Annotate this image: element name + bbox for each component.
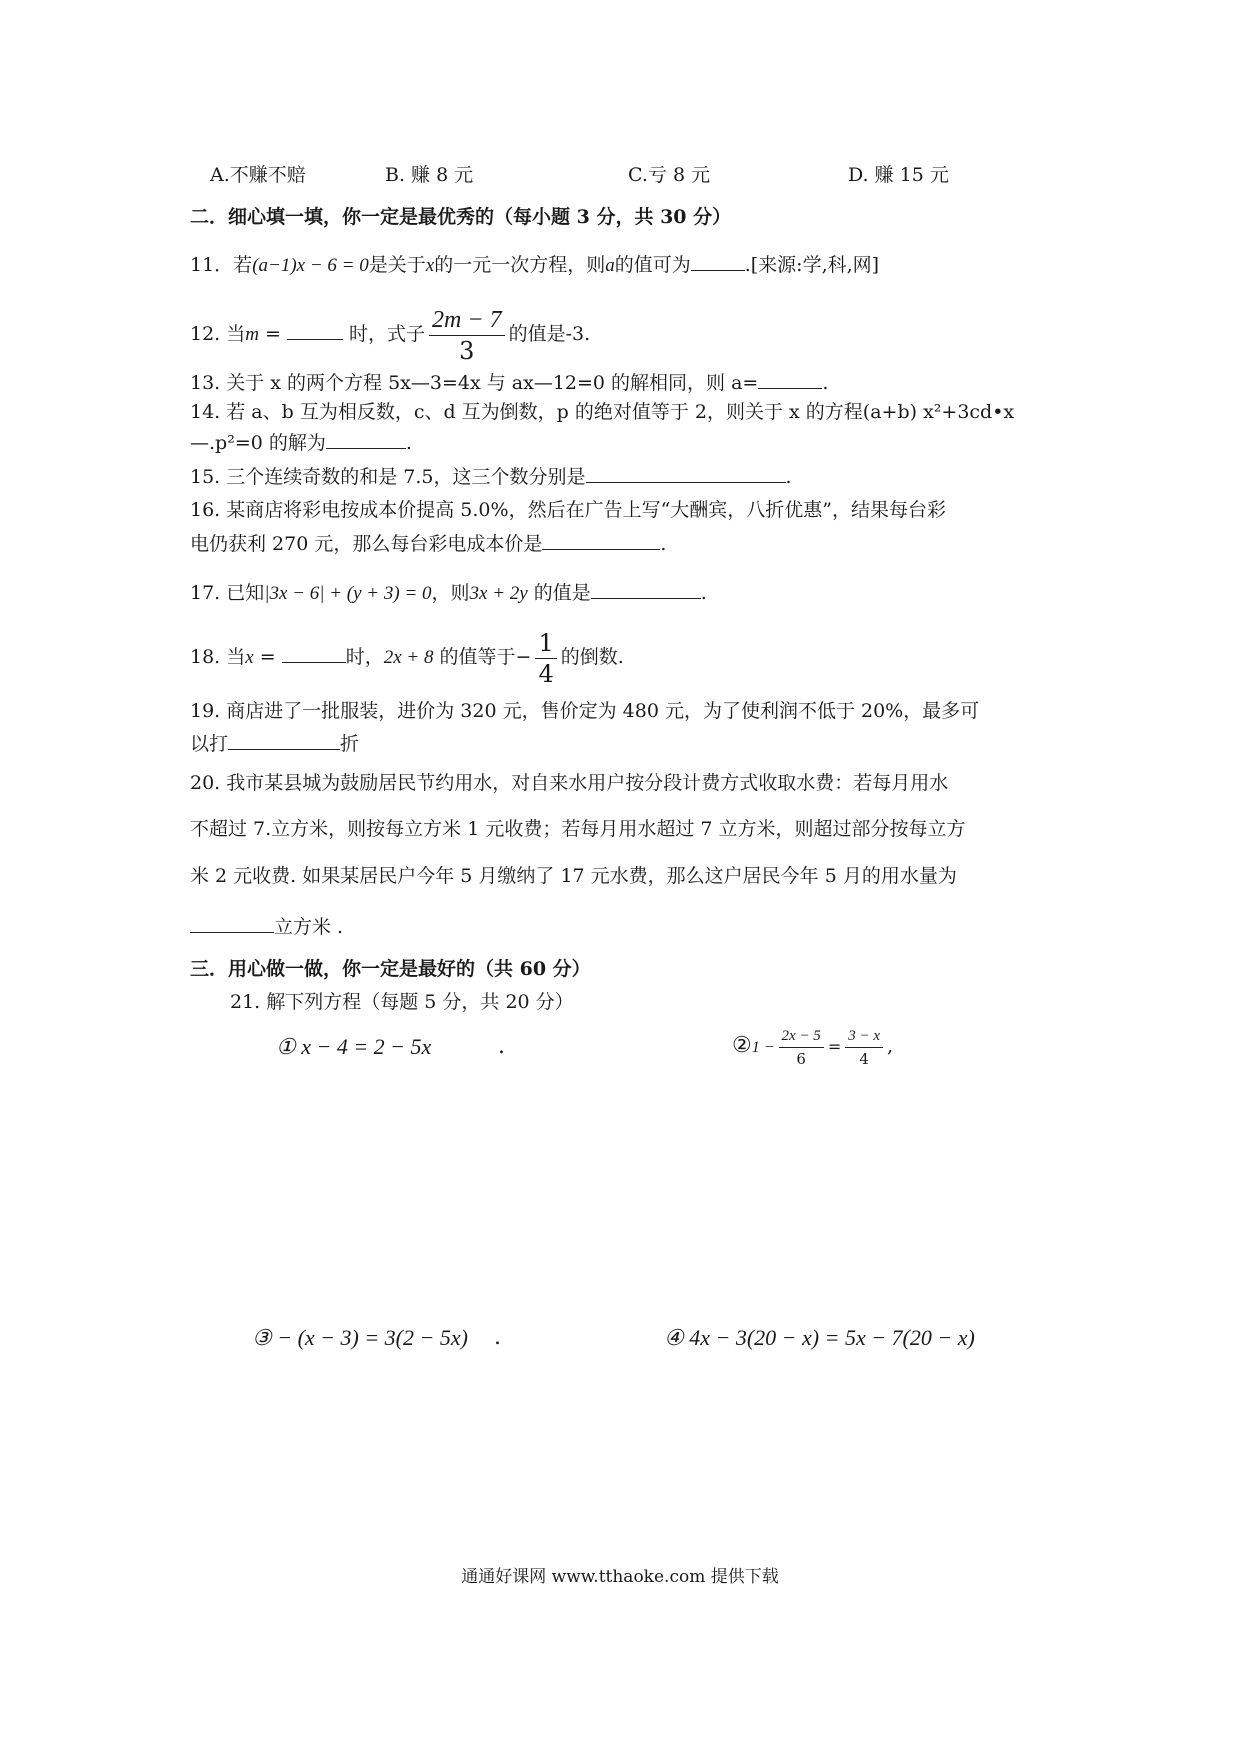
- q21-eq2-equals: =: [827, 1037, 842, 1056]
- q11-var: x: [425, 255, 435, 276]
- q21-equation-2: [732, 1018, 893, 1076]
- q10-option-d: D. 赚 15 元: [848, 164, 949, 186]
- question-20-line3: 米 2 元收费. 如果某居民户今年 5 月缴纳了 17 元水费，那么这户居民今年 5 月的用水量为: [190, 865, 957, 887]
- question-12: [190, 302, 590, 367]
- q17-tail: .: [700, 582, 707, 604]
- footer-download-credit: 通通好课网 www.tthaoke.com 提供下载: [461, 1567, 779, 1587]
- q21-eq2-fraction-1-denominator: 6: [796, 1049, 806, 1068]
- q21-eq2-prefix: ②: [732, 1033, 752, 1058]
- q20-tail: 立方米 .: [274, 916, 344, 938]
- q21-eq2-fraction-1-numerator: 2x − 5: [779, 1027, 824, 1048]
- q17-prefix: 17. 已知: [190, 582, 265, 604]
- q12-eq: =: [259, 323, 287, 345]
- q21-equation-1: ① x − 4 = 2 − 5x: [276, 1034, 432, 1059]
- question-14-line2: [190, 428, 412, 457]
- q16-line2-text: 电仍获利 270 元，那么每台彩电成本价是: [190, 533, 543, 555]
- q21-eq2-fraction-2: [845, 1027, 883, 1068]
- q20-answer-blank[interactable]: [190, 912, 274, 933]
- q21-eq2-fraction-2-numerator: 3 − x: [845, 1027, 883, 1048]
- q12-mid: 时，式子: [343, 323, 426, 345]
- q11-answer-blank[interactable]: [691, 250, 745, 271]
- q11-mid: 是关于: [368, 254, 426, 276]
- q17-expr: |3x − 6| + (y + 3) = 0: [264, 583, 432, 604]
- question-17: [190, 578, 707, 608]
- question-20-line2: 不超过 7.立方米，则按每立方米 1 元收费；若每月用水超过 7 立方米，则超过部分按每立方: [190, 818, 966, 840]
- q19-line2-text: 以打: [190, 733, 229, 755]
- q15-tail: .: [785, 466, 792, 488]
- q21-equation-1-dot: .: [498, 1034, 505, 1059]
- q18-expr: 2x + 8: [383, 647, 434, 668]
- q18-suffix: 的倒数.: [560, 646, 624, 668]
- question-18: [190, 625, 624, 690]
- q17-mid: ，则: [431, 582, 470, 604]
- q10-option-b: B. 赚 8 元: [385, 164, 474, 186]
- q21-equation-4: ④ 4x − 3(20 − x) = 5x − 7(20 − x): [664, 1325, 975, 1350]
- q18-prefix: 18. 当: [190, 646, 246, 668]
- q21-equation-3-dot: .: [494, 1325, 501, 1350]
- q21-equation-3: ③ − (x − 3) = 3(2 − 5x): [252, 1325, 468, 1350]
- q12-prefix: 12. 当: [190, 323, 246, 345]
- question-19-line2: [190, 729, 359, 758]
- q12-var: m: [245, 324, 259, 345]
- q11-suffix2: 的值可为: [614, 254, 691, 276]
- q14-tail: .: [405, 432, 412, 454]
- q15-answer-blank[interactable]: [586, 462, 786, 483]
- q17-answer-blank[interactable]: [591, 578, 701, 599]
- question-20-line4: [190, 912, 343, 941]
- q18-answer-blank[interactable]: [282, 642, 346, 663]
- q12-fraction: [429, 307, 505, 364]
- q12-suffix: 的值是-3.: [508, 323, 591, 345]
- question-19-line1: 19. 商店进了一批服装，进价为 320 元，售价定为 480 元，为了使利润不低于 20%，最多可: [190, 700, 980, 722]
- q14-line2-text: —.p²=0 的解为: [190, 432, 326, 454]
- q12-fraction-denominator: 3: [459, 336, 475, 365]
- q21-eq2-fraction-2-denominator: 4: [859, 1049, 869, 1068]
- q21-eq2-tail: ,: [887, 1035, 894, 1057]
- q12-answer-blank[interactable]: [287, 319, 343, 340]
- q18-mid2: 的值等于−: [433, 646, 532, 668]
- q16-tail: .: [660, 533, 667, 555]
- q11-tail: .[来源:学,科,网]: [744, 254, 880, 276]
- question-13: [190, 368, 828, 397]
- q11-prefix: 11．若: [190, 254, 253, 276]
- q18-fraction-numerator: 1: [535, 630, 556, 659]
- q11-expr: (a−1)x − 6 = 0: [252, 255, 369, 276]
- q18-eq: =: [253, 646, 282, 668]
- question-16-line1: 16. 某商店将彩电按成本价提高 5.0%，然后在广告上写“大酬宾，八折优惠”，结果每台彩: [190, 499, 946, 521]
- q21-eq2-lhs: 1 −: [751, 1039, 775, 1056]
- section3-title: 三．用心做一做，你一定是最好的（共 60 分）: [190, 958, 591, 980]
- q21-eq2-fraction-1: [779, 1027, 824, 1068]
- question-20-line1: 20. 我市某县城为鼓励居民节约用水，对自来水用户按分段计费方式收取水费：若每月用水: [190, 772, 949, 794]
- q13-tail: .: [822, 372, 829, 394]
- section2-title: 二．细心填一填，你一定是最优秀的（每小题 3 分，共 30 分）: [190, 206, 732, 228]
- q14-answer-blank[interactable]: [326, 428, 406, 449]
- q10-option-a: A.不赚不赔: [210, 164, 306, 186]
- q13-text: 13. 关于 x 的两个方程 5x—3=4x 与 ax—12=0 的解相同，则 a=: [190, 372, 759, 394]
- q10-option-c: C.亏 8 元: [628, 164, 711, 186]
- q19-answer-blank[interactable]: [228, 729, 340, 750]
- question-16-line2: [190, 529, 666, 558]
- q18-fraction: [535, 630, 556, 687]
- q12-fraction-numerator: 2m − 7: [429, 307, 505, 336]
- q16-answer-blank[interactable]: [542, 529, 660, 550]
- q11-var2: a: [605, 255, 615, 276]
- q15-text: 15. 三个连续奇数的和是 7.5，这三个数分别是: [190, 466, 586, 488]
- question-21-title: 21. 解下列方程（每题 5 分，共 20 分）: [230, 991, 574, 1013]
- q18-fraction-denominator: 4: [538, 659, 554, 688]
- question-15: [190, 462, 792, 491]
- question-14-line1: 14. 若 a、b 互为相反数，c、d 互为倒数，p 的绝对值等于 2，则关于 x 的方程(a+b) x²+3cd•x: [190, 401, 1015, 423]
- question-11: [190, 250, 879, 280]
- q18-mid: 时，: [345, 646, 384, 668]
- q11-suffix: 的一元一次方程，则: [434, 254, 606, 276]
- q19-tail: 折: [340, 733, 360, 755]
- q17-expr2: 3x + 2y: [469, 583, 528, 604]
- q18-var: x: [245, 647, 254, 668]
- q17-suffix: 的值是: [527, 582, 591, 604]
- q13-answer-blank[interactable]: [758, 368, 822, 389]
